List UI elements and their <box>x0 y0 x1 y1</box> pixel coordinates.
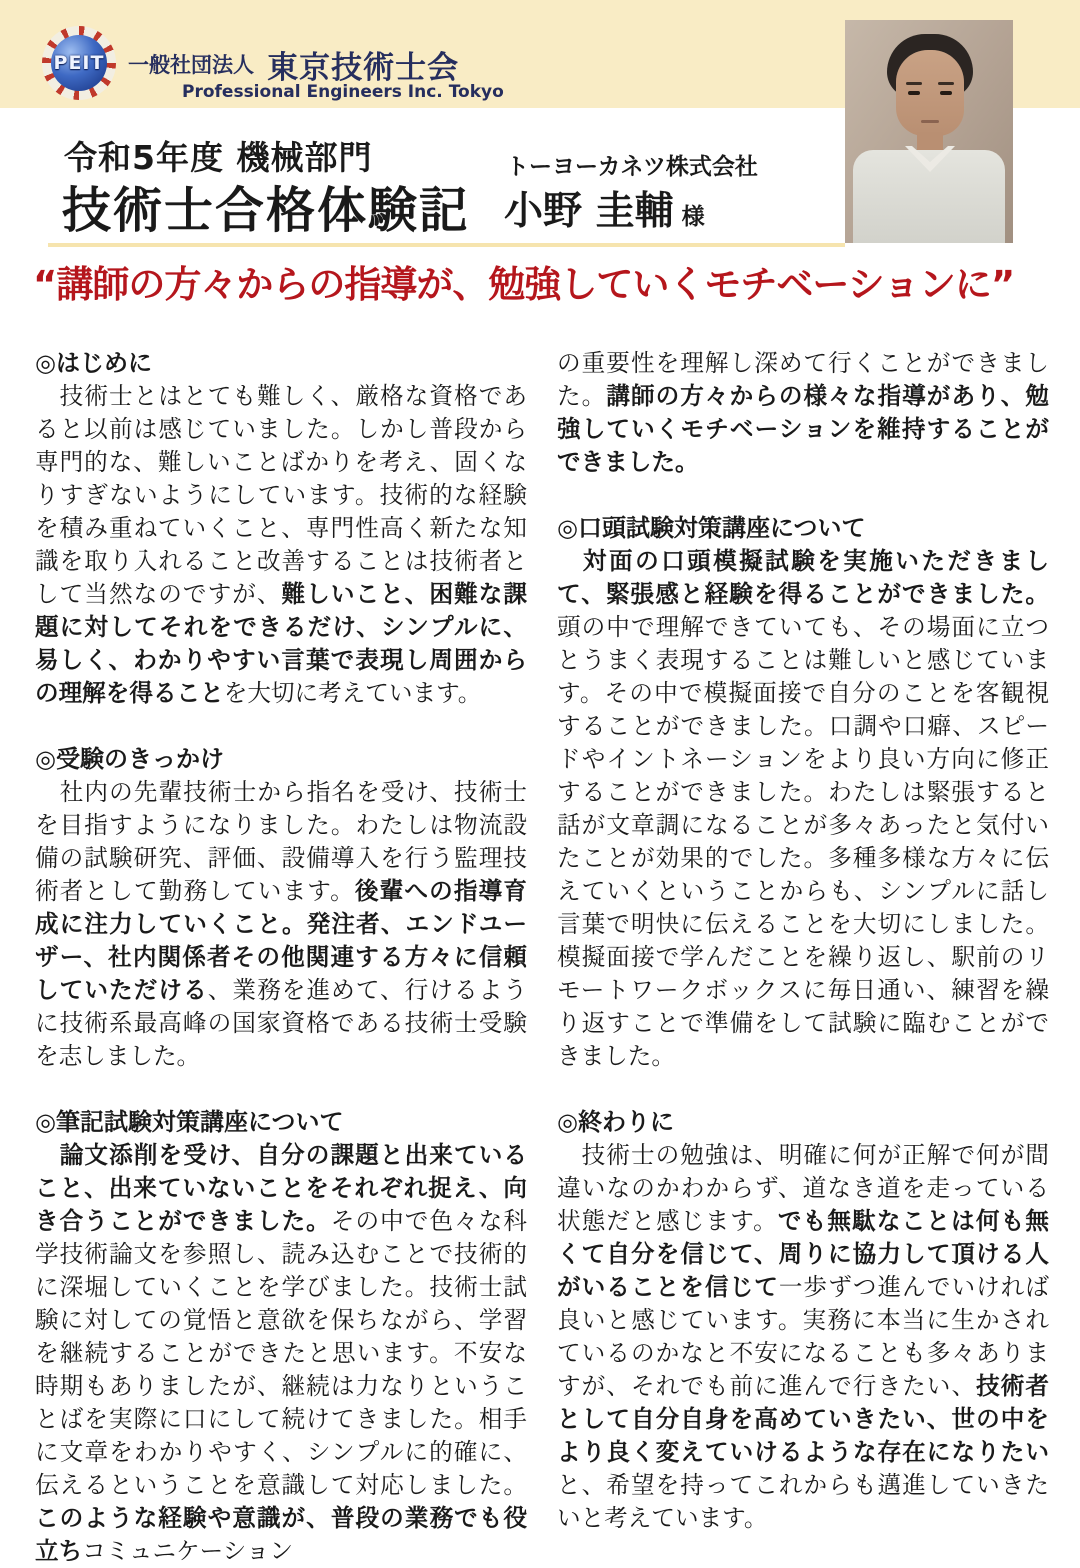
body-text: 一歩ずつ進んでいければ良いと感じています。実務に本当に生かされているのかなと不安になることも多々ありますが、それでも前に進んで行きたい、 <box>557 1273 1050 1400</box>
article-section <box>35 1106 527 1568</box>
body-text: を大切に考えています。 <box>223 679 482 707</box>
body-text: の重要性を理解し深めて行くことができました。 <box>557 349 1049 410</box>
document-title-line1: 令和5年度 機械部門 <box>64 138 373 177</box>
body-text: 技術士の勉強は、明確に何が正解で何が間違いなのかわからず、道なき道を走っている状態だと感じます。 <box>557 1141 1049 1235</box>
section-heading: ◎筆記試験対策講座について <box>35 1108 344 1136</box>
author-name-text: 小野 圭輔 <box>504 189 674 234</box>
emphasis-text: 後輩への指導育成に注力していくこと。発注者、エンドユーザー、社内関係者その他関連する方々に信頼していただける <box>35 877 527 1004</box>
emphasis-text: このような経験や意識が、普段の業務でも役立ち <box>35 1504 527 1565</box>
section-paragraph <box>557 347 1049 479</box>
headline: “講師の方々からの指導が、勉強していくモチベーションに” <box>33 263 1015 306</box>
body-text: と、希望を持ってこれからも邁進していきたいと考えています。 <box>557 1471 1049 1532</box>
globe-icon <box>51 35 107 91</box>
portrait-detail <box>938 82 954 85</box>
organization-name <box>128 42 459 87</box>
section-heading: ◎口頭試験対策講座について <box>557 514 866 542</box>
article-section <box>557 347 1049 479</box>
emphasis-text: 難しいこと、困難な課題に対してそれをできるだけ、シンプルに、易しく、わかりやすい言葉で表現し周囲からの理解を得ること <box>35 580 528 707</box>
body-text: 、業務を進めて、行けるように技術系最高峰の国家資格である技術士受験を志しました。 <box>35 976 528 1070</box>
section-paragraph <box>35 776 527 1073</box>
section-heading: ◎受験のきっかけ <box>35 745 224 773</box>
logo-text: PEIT <box>53 52 105 74</box>
portrait-detail <box>908 91 920 95</box>
article-body <box>35 347 1049 1568</box>
body-text: その中で色々な科学技術論文を参照し、読み込むことで技術的に深堀していくことを学びました。技術士試験に対しての覚悟と意欲を保ちながら、学習を継続することができたと思います。不安な時期もありましたが、継続は力なりということばを実際に口にして続けてきました。相手に文章をわかりやすく、シンプルに的確に、伝えるということを意識して対応しました。 <box>35 1207 528 1499</box>
body-text: 頭の中で理解できていても、その場面に立つとうまく表現することは難しいと感じています。その中で模擬面接で自分のことを客観視することができました。口調や口癖、スピードやイントネーションをより良い方向に修正することができました。わたしは緊張すると話が文章調になることが多々あったと気付いたことが効果的でした。多種多様な方々に伝えていくということからも、シンプルに話し言葉で明快に伝えることを大切にしました。模擬面接で学んだことを繰り返し、駅前のリモートワークボックスに毎日通い、練習を繰り返すことで準備をして試験に臨むことができました。 <box>557 613 1049 1070</box>
section-paragraph <box>35 380 527 710</box>
section-paragraph <box>35 1139 527 1568</box>
emphasis-text: 論文添削を受け、自分の課題と出来ていること、出来ていないことをそれぞれ捉え、向き合うことができました。 <box>35 1141 527 1235</box>
org-prefix: 一般社団法人 <box>128 53 254 77</box>
author-honorific: 様 <box>681 204 705 230</box>
peit-logo <box>42 26 116 100</box>
body-text: コミュニケーション <box>82 1537 294 1565</box>
document-title-line2: 技術士合格体験記 <box>62 182 471 239</box>
section-heading: ◎はじめに <box>35 349 152 377</box>
article-section <box>35 347 527 710</box>
article-section <box>557 1106 1049 1535</box>
emphasis-text: 講師の方々からの様々な指導があり、勉強していくモチベーションを維持することができました。 <box>557 382 1050 476</box>
section-paragraph <box>557 545 1049 1073</box>
article-column-right <box>557 347 1049 1568</box>
emphasis-text: 対面の口頭模擬試験を実施いただきまして、緊張感と経験を得ることができました。 <box>557 547 1049 608</box>
section-heading: ◎終わりに <box>557 1108 674 1136</box>
author-name <box>504 180 705 236</box>
emphasis-text: でも無駄なことは何も無くて自分を信じて、周りに協力して頂ける人がいることを信じて <box>557 1207 1049 1301</box>
author-company: トーヨーカネツ株式会社 <box>506 154 758 180</box>
portrait-detail <box>940 91 952 95</box>
org-subtitle: Professional Engineers Inc. Tokyo <box>182 82 504 102</box>
portrait-face <box>896 50 964 136</box>
section-paragraph <box>557 1139 1049 1535</box>
org-name: 東京技術士会 <box>267 50 460 86</box>
portrait-photo <box>845 20 1013 243</box>
portrait-detail <box>921 120 939 123</box>
emphasis-text: 技術者として自分自身を高めていきたい、世の中をより良く変えていけるような存在になりたい <box>557 1372 1050 1466</box>
article-section <box>35 743 527 1073</box>
body-text: 社内の先輩技術士から指名を受け、技術士を目指すようになりました。わたしは物流設備の試験研究、評価、設備導入を行う監理技術者として勤務しています。 <box>35 778 527 905</box>
body-text: 技術士とはとても難しく、厳格な資格であると以前は感じていました。しかし普段から専門的な、難しいことばかりを考え、固くなりすぎないようにしています。技術的な経験を積み重ねていくこと、専門性高く新たな知識を取り入れること改善することは技術者として当然なのですが、 <box>35 382 527 608</box>
article-section <box>557 512 1049 1073</box>
portrait-detail <box>906 82 922 85</box>
article-column-left <box>35 347 527 1568</box>
title-underline <box>48 243 845 247</box>
